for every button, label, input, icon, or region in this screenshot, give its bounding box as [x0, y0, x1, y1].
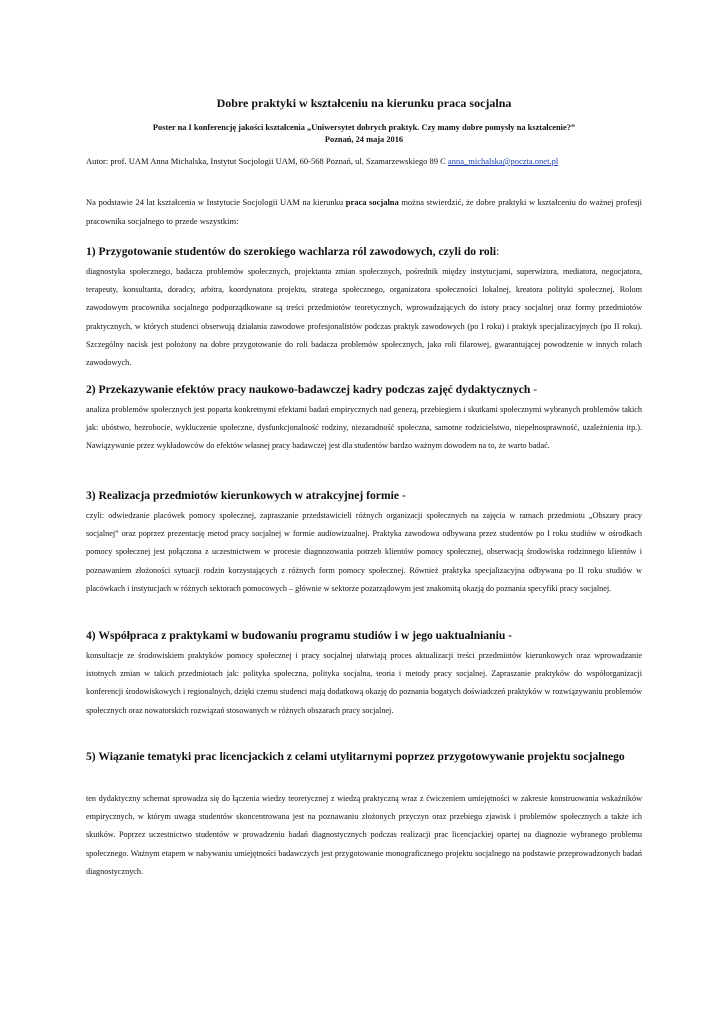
author-email-link[interactable]: anna_michalska@poczta.onet.pl [447, 156, 559, 166]
poster-subtitle: Poster na I konferencję jakości kształcenia „Uniwersytet dobrych praktyk. Czy mamy dobre pomysły na kształcenie?” [152, 123, 576, 132]
section-3-body: czyli: odwiedzanie placówek pomocy społecznej, zapraszanie przedstawicieli różnych organizacji społecznych na zajęcia w ramach przedmiotu „Obszary pracy socjalnej” oraz poprzez prezentację metod pracy socjalnej w formie audiowizualnej. Praktyka zawodowa odbywana przez studentów po I roku studiów w ośrodkach pomocy społecznej jest połączona z uczestnictwem w procesie diagnozowania potrzeb klientów pomocy społecznej, obserwacją środowiska rodzinnego klientów i poznawaniem złożoności sytuacji rodzin korzystających z różnych form pomocy społecznej. Również praktyka specjalizacyjna odbywana po II roku studiów w placówkach i instytucjach w różnych sektorach pomocowych – głównie w sektorze pozarządowym jest znakomitą okazją do poznania specyfiki pracy socjalnej. [86, 511, 642, 593]
intro-keyword: praca socjalna [345, 197, 399, 207]
intro-text-after: można stwierdzić, że dobre praktyki w kształceniu do ważnej profesji pracownika socjalnego to przede wszystkim: [86, 197, 642, 226]
poster-date: Poznań, 24 maja 2016 [324, 135, 404, 144]
section-4-body: konsultacje ze środowiskiem praktyków pomocy społecznej i pracy socjalnej ułatwiają proces aktualizacji treści przedmiotów kierunkowych oraz wprowadzanie istotnych zmian w takich przedmiotach jak: polityka społeczna, polityka socjalna, teoria i metody pracy socjalnej. Zapraszanie praktyków do współorganizacji konferencji środowiskowych i regionalnych, dzięki czemu studenci mają dodatkową okazję do poznania bogatych doświadczeń praktyków w rozwiązywaniu problemów społecznych oraz nowatorskich rozwiązań stosowanych w różnych obszarach pracy socjalnej. [86, 651, 642, 715]
section-1-heading: 1) Przygotowanie studentów do szerokiego wachlarza ról zawodowych, czyli do roli: [86, 245, 500, 258]
intro-paragraph [86, 193, 642, 231]
author-text: Autor: prof. UAM Anna Michalska, Instytut Socjologii UAM, 60-568 Poznań, ul. Szamarzewskiego 89 C [86, 156, 448, 166]
document-title: Dobre praktyki w kształceniu na kierunku praca socjalna [216, 96, 512, 110]
section-5-body: ten dydaktyczny schemat sprowadza się do łączenia wiedzy teoretycznej z wiedzą praktyczną wraz z ćwiczeniem umiejętności w zakresie konstruowania wskaźników empirycznych, w którym uwaga studentów skoncentrowana jest na poznawaniu złożonych przyczyn oraz przebiegu zjawisk i problemów społecznych a także ich skutków. Poprzez uczestnictwo studentów w prowadzeniu badań diagnostycznych podczas realizacji prac licencjackiej opartej na diagnozie wybranego problemu społecznego. Ważnym etapem w nabywaniu umiejętności badawczych jest przygotowanie monograficznego projektu socjalnego na podstawie przeprowadzonych badań diagnostycznych. [86, 794, 642, 876]
section-4-heading: 4) Współpraca z praktykami w budowaniu programu studiów i w jego uaktualnianiu - [86, 629, 513, 642]
section-1-body: diagnostyka społecznego, badacza problemów społecznych, projektanta zmian społecznych, pośrednik między instytucjami, superwizora, mediatora, negocjatora, terapeuty, konsultanta, doradcy, arbitra, koordynatora projektu, stratega społecznego, organizatora społeczności lokalnej, kreatora polityki społecznej. Rolom zawodowym pracownika socjalnego podporządkowane są treści przedmiotów teoretycznych, wprowadzających do istoty pracy socjalnej oraz formy przedmiotów praktycznych, w których studenci obserwują działania zawodowe profesjonalistów podczas praktyk zawodowych (po I roku) i praktyk specjalizacyjnych (po II roku). Szczególny nacisk jest położony na dobre przygotowanie do roli badacza problemów społecznych, jako roli filarowej, gwarantującej powodzenie w innych rolach zawodowych. [86, 267, 642, 368]
section-2-body: analiza problemów społecznych jest poparta konkretnymi efektami badań empirycznych nad genezą, przebiegiem i skutkami społecznymi wybranych problemów takich jak: ubóstwo, bezrobocie, wykluczenie społeczne, dysfunkcjonalność rodziny, niezaradność społeczna, samotne rodzicielstwo, niepełnosprawność, uzależnienia itp.). Nawiązywanie przez wykładowców do efektów własnej pracy badawczej jest dla studentów bardzo ważnym dowodem na to, że warto badać. [86, 405, 642, 451]
section-5-heading: 5) Wiązanie tematyki prac licencjackich z celami utylitarnymi poprzez przygotowywanie projektu socjalnego [86, 750, 625, 763]
section-2-heading: 2) Przekazywanie efektów pracy naukowo-badawczej kadry podczas zajęć dydaktycznych - [86, 383, 538, 396]
section-3-heading: 3) Realizacja przedmiotów kierunkowych w atrakcyjnej formie - [86, 489, 406, 502]
author-line [86, 156, 642, 166]
intro-text-before: Na podstawie 24 lat kształcenia w Instytucie Socjologii UAM na kierunku [86, 197, 346, 207]
